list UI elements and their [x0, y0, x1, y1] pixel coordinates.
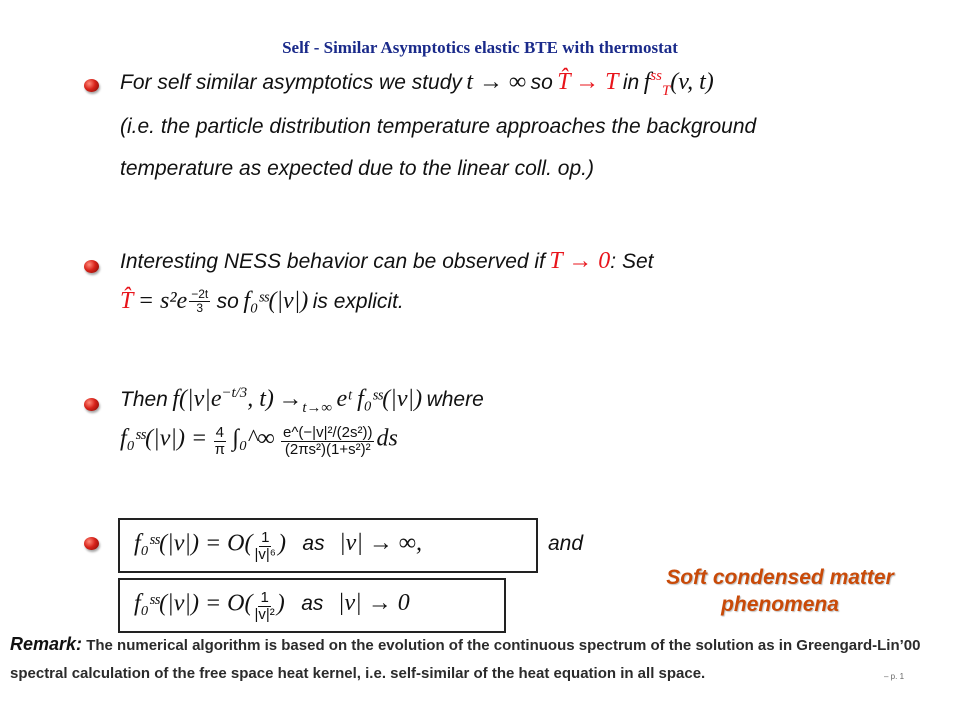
f0-definition	[120, 425, 398, 458]
slide-title: Self - Similar Asymptotics elastic BTE with thermostat	[282, 38, 678, 57]
asymptotic-box-zero	[118, 578, 506, 633]
bullet2-line1	[120, 248, 654, 275]
bullet-icon	[84, 537, 99, 550]
integrand-denominator: (2πs²)(1+s²)²	[284, 440, 371, 458]
f-sup: ss	[650, 68, 662, 84]
box2-content	[134, 590, 410, 623]
t-to-infinity: t → ∞	[466, 69, 527, 95]
side-note-line1: Soft condensed matter	[666, 566, 894, 589]
lhs-base: f(|v|e	[172, 386, 222, 412]
box1-denominator: |v|⁶	[254, 545, 276, 563]
asymptotic-box-infinity	[118, 518, 538, 573]
box2-fraction	[255, 590, 275, 623]
exponent-fraction	[189, 288, 210, 314]
remark-text: The numerical algorithm is based on the evolution of the continuous spectrum of the solution as in Greengard-Lin’00 spectral calculation of the free space heat kernel, i.e. self-similar of the heat equation in all space.	[10, 637, 921, 682]
box2-limit: |v| → 0	[337, 590, 410, 617]
bullet3-then: Then	[120, 388, 168, 411]
and-label: and	[548, 532, 584, 555]
t-hat-symbol: T̂	[557, 69, 571, 95]
box1-as: as	[302, 532, 325, 556]
bullet2-suffix: : Set	[610, 250, 654, 273]
bullet1-line1	[120, 68, 714, 100]
arrow-symbol: →	[278, 386, 303, 412]
arrow-t-symbol: → T	[575, 69, 619, 95]
remark-paragraph	[10, 630, 940, 688]
f-args: (v, t)	[670, 69, 714, 95]
coef-denominator: π	[214, 440, 225, 458]
box2-numerator: 1	[260, 589, 269, 606]
limit-lhs	[172, 386, 274, 412]
bullet2-explicit: is explicit.	[312, 290, 404, 313]
integrand-numerator: e^(−|v|²/(2s²))	[283, 424, 373, 441]
lhs-exponent: −t/3	[221, 385, 248, 401]
f0-symbol: f₀ˢˢ(|v|)	[243, 288, 309, 314]
bullet3-where: where	[426, 388, 484, 411]
bullet1-so: so	[530, 71, 553, 94]
f-ss-t-expression	[643, 68, 714, 99]
box1-content	[134, 530, 422, 563]
f0-def-lhs: f₀ˢˢ(|v|) =	[120, 425, 208, 452]
box1-numerator: 1	[261, 529, 270, 546]
box2-rhs: )	[276, 590, 285, 617]
integrand-fraction	[281, 425, 374, 458]
bullet2-so: so	[216, 290, 239, 313]
bullet2-line2	[120, 288, 404, 315]
box2-lhs: f₀ˢˢ(|v|) = O(	[134, 590, 253, 617]
ds-symbol: ds	[376, 425, 398, 452]
box1-lhs: f₀ˢˢ(|v|) = O(	[134, 530, 253, 557]
box1-rhs: )	[277, 530, 286, 557]
t-hat-definition: = s²e	[137, 288, 188, 314]
bullet1-line2: (i.e. the particle distribution temperature approaches the background	[120, 115, 757, 138]
page-number: – p. 1	[884, 672, 905, 681]
side-note	[620, 564, 940, 618]
exp-numerator: −2t	[191, 287, 209, 301]
box2-as: as	[301, 592, 324, 616]
coef-numerator: 4	[215, 424, 224, 441]
remark-label: Remark:	[10, 634, 83, 654]
integral-symbol: ∫₀^∞	[232, 425, 275, 452]
bullet1-in: in	[622, 71, 640, 94]
bullet-icon	[84, 260, 99, 273]
box2-denominator: |v|²	[254, 605, 275, 623]
f-sub: T	[661, 82, 671, 99]
bullet3-line1	[120, 385, 484, 417]
lhs-tail: , t)	[247, 386, 274, 412]
f-base: f	[643, 69, 651, 95]
t-hat-symbol: T̂	[120, 288, 134, 314]
box1-limit: |v| → ∞,	[339, 530, 423, 557]
coefficient-fraction	[214, 425, 226, 458]
side-note-line2: phenomena	[721, 593, 839, 616]
limit-arrow	[278, 386, 332, 416]
bullet-icon	[84, 79, 99, 92]
bullet1-line3: temperature as expected due to the linear coll. op.)	[120, 157, 594, 180]
box1-fraction	[255, 530, 276, 563]
bullet1-prefix: For self similar asymptotics we study	[120, 71, 462, 94]
arrow-subscript: t→∞	[302, 399, 332, 416]
exp-denominator: 3	[196, 300, 204, 315]
bullet2-prefix: Interesting NESS behavior can be observed if	[120, 250, 545, 273]
t-to-zero: T → 0	[549, 248, 611, 274]
limit-rhs: eᵗ f₀ˢˢ(|v|)	[336, 386, 423, 412]
bullet-icon	[84, 398, 99, 411]
